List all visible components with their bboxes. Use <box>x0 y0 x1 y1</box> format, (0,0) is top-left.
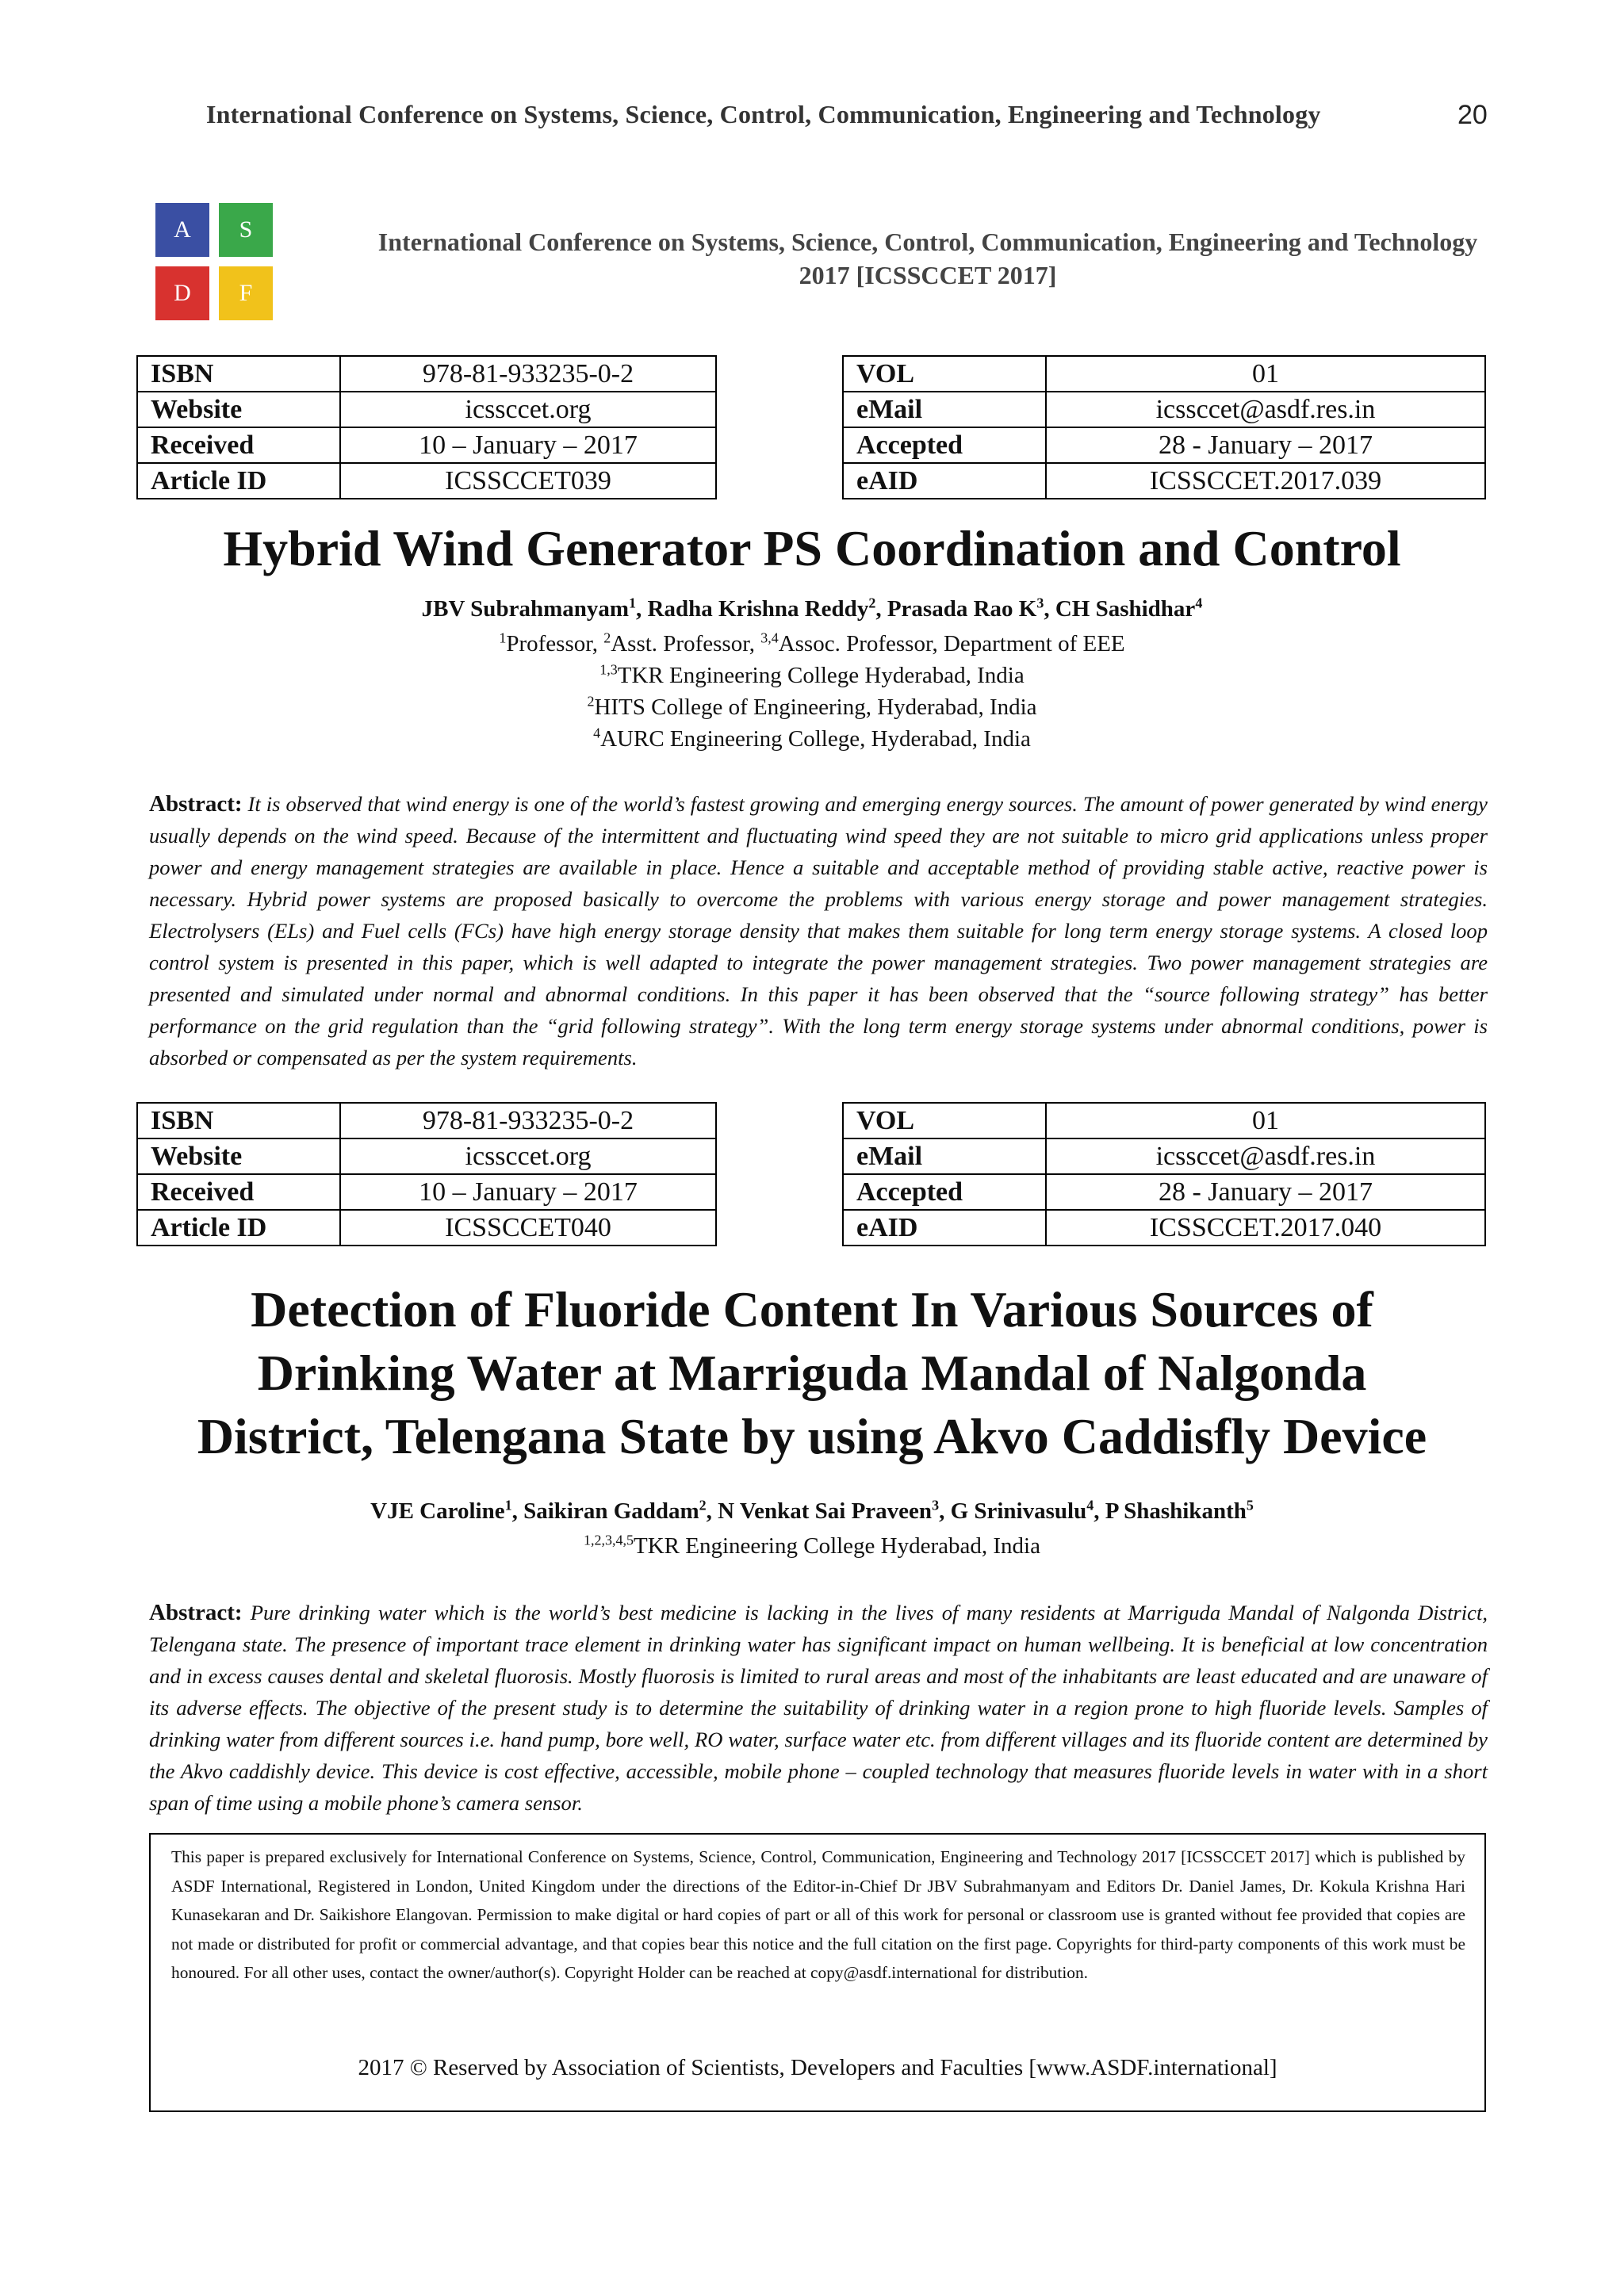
author-separator: , <box>1094 1498 1105 1524</box>
affiliation-text: AURC Engineering College, Hyderabad, India <box>600 726 1031 752</box>
affiliation-line <box>79 723 1545 755</box>
running-header: International Conference on Systems, Science, Control, Communication, Engineering and Technology <box>206 100 1321 128</box>
meta-key: Received <box>137 1174 340 1210</box>
affiliation-superscript: 2 <box>603 629 611 646</box>
article2-meta-right <box>842 1102 1486 1246</box>
affiliation-superscript: 1,3 <box>599 661 618 678</box>
article1-authors <box>79 596 1545 622</box>
meta-row <box>843 427 1485 463</box>
author-separator: , <box>636 596 648 622</box>
author-name: N Venkat Sai Praveen <box>718 1498 933 1524</box>
article2-affiliations <box>79 1530 1545 1562</box>
article2-meta-left <box>136 1102 717 1246</box>
meta-value: ICSSCCET.2017.039 <box>1046 463 1485 499</box>
affiliation-text: TKR Engineering College Hyderabad, India <box>617 663 1025 688</box>
notice-text: This paper is prepared exclusively for International Conference on Systems, Science, Control, Communication, Engineering and Technology 2017 [ICSSCCET 2017] which is published by ASDF International, Registered in London, United Kingdom under the directions of the Editor-in-Chief Dr JBV Subrahmanyam and Editors Dr. Daniel James, Dr. Kokula Krishna Hari Kunasekaran and Dr. Saikishore Elangovan. Permission to make digital or hard copies of part or all of this work for personal or classroom use is granted without fee provided that copies are not made or distributed for profit or commercial advantage, and that copies bear this notice and the full citation on the first page. Copyrights for third-party components of this work must be honoured. For all other uses, contact the owner/author(s). Copyright Holder can be reached at copy@asdf.international for distribution. <box>171 1847 1465 1983</box>
author-superscript: 4 <box>1086 1497 1094 1513</box>
meta-key: Accepted <box>843 1174 1046 1210</box>
affiliation-line <box>79 660 1545 691</box>
affiliation-superscript: 1 <box>499 629 507 646</box>
logo-tile-s: S <box>219 203 273 257</box>
meta-value[interactable]: icssccet@asdf.res.in <box>1046 1138 1485 1174</box>
meta-value: 28 - January – 2017 <box>1046 427 1485 463</box>
affiliation-text: HITS College of Engineering, Hyderabad, India <box>594 695 1037 720</box>
author-name: JBV Subrahmanyam <box>421 596 630 622</box>
author-name: G Srinivasulu <box>950 1498 1087 1524</box>
author-separator: , <box>706 1498 718 1524</box>
meta-key: Received <box>137 427 340 463</box>
meta-row <box>843 1174 1485 1210</box>
meta-row <box>843 392 1485 427</box>
meta-key: Website <box>137 1138 340 1174</box>
author-superscript: 4 <box>1195 595 1203 611</box>
meta-key: Website <box>137 392 340 427</box>
author-name: CH Sashidhar <box>1055 596 1196 622</box>
author-separator: , <box>511 1498 524 1524</box>
meta-row <box>137 356 716 392</box>
author-superscript: 2 <box>699 1497 707 1513</box>
affiliation-text: Asst. Professor, <box>611 631 761 656</box>
article2-title-line: District, Telengana State by using Akvo Caddisfly Device <box>197 1408 1427 1464</box>
abstract-text: Pure drinking water which is the world’s best medicine is lacking in the lives of many residents at Marriguda Mandal of Nalgonda District, Telengana state. The presence of important trace element in drinking water has significant impact on human wellbeing. It is beneficial at low concentration and in excess causes dental and skeletal fluorosis. Mostly fluorosis is limited to rural areas and most of the inhabitants are least educated and are unaware of its adverse effects. The objective of the present study is to determine the suitability of drinking water in a region prone to high fluoride levels. Samples of drinking water from different sources i.e. hand pump, bore well, RO water, surface water etc. from different villages and its fluoride content are determined by the Akvo caddishly device. This device is cost effective, accessible, mobile phone – coupled technology that measures fluoride levels in water with in a short span of time using a mobile phone’s camera sensor. <box>149 1601 1488 1815</box>
meta-value: 01 <box>1046 1103 1485 1138</box>
page-number: 20 <box>1457 100 1488 130</box>
meta-value: 10 – January – 2017 <box>340 1174 716 1210</box>
author-superscript: 3 <box>932 1497 940 1513</box>
meta-row <box>843 356 1485 392</box>
affiliation-text: Professor, <box>506 631 604 656</box>
meta-key: VOL <box>843 1103 1046 1138</box>
affiliation-text: TKR Engineering College Hyderabad, India <box>634 1533 1040 1559</box>
affiliation-line <box>79 1530 1545 1562</box>
affiliation-superscript: 3,4 <box>760 629 779 646</box>
meta-value[interactable]: icssccet.org <box>340 392 716 427</box>
author-separator: , <box>1044 596 1055 622</box>
meta-row <box>843 1103 1485 1138</box>
author-name: VJE Caroline <box>370 1498 505 1524</box>
meta-value: ICSSCCET040 <box>340 1210 716 1246</box>
meta-row <box>843 1138 1485 1174</box>
meta-value[interactable]: icssccet@asdf.res.in <box>1046 392 1485 427</box>
abstract-text: It is observed that wind energy is one of the world’s fastest growing and emerging energy sources. The amount of power generated by wind energy usually depends on the wind speed. Because of the intermittent and fluctuating wind speed they are not suitable to micro grid applications unless proper power and energy management strategies are available in place. Hence a suitable and acceptable method of providing stable active, reactive power is necessary. Hybrid power systems are proposed basically to overcome the problems with various energy storage and power management strategies. Electrolysers (ELs) and Fuel cells (FCs) have high energy storage density that makes them suitable for long term energy storage systems. A closed loop control system is presented in this paper, which is well adapted to integrate the power management strategies. Two power management strategies are presented and simulated under normal and abnormal conditions. In this paper it has been observed that the “source following strategy” has better performance on the grid regulation than the “grid following strategy”. With the long term energy storage systems under abnormal conditions, power is absorbed or compensated as per the system requirements. <box>149 792 1488 1070</box>
meta-key: eAID <box>843 463 1046 499</box>
asdf-logo <box>155 203 273 320</box>
logo-tile-d: D <box>155 266 209 320</box>
meta-key: VOL <box>843 356 1046 392</box>
meta-value: 978-81-933235-0-2 <box>340 1103 716 1138</box>
abstract-label: Abstract: <box>149 1600 243 1625</box>
affiliation-line <box>79 691 1545 723</box>
abstract-label: Abstract: <box>149 791 243 817</box>
article2-title-line: Drinking Water at Marriguda Mandal of Nalgonda <box>257 1345 1367 1401</box>
affiliation-line <box>79 628 1545 660</box>
meta-key: Article ID <box>137 1210 340 1246</box>
meta-key: eMail <box>843 392 1046 427</box>
author-superscript: 5 <box>1246 1497 1254 1513</box>
affiliation-superscript: 2 <box>587 693 595 710</box>
logo-tile-f: F <box>219 266 273 320</box>
meta-row <box>137 392 716 427</box>
meta-value: 28 - January – 2017 <box>1046 1174 1485 1210</box>
meta-row <box>843 1210 1485 1246</box>
author-superscript: 1 <box>504 1497 512 1513</box>
author-superscript: 3 <box>1036 595 1044 611</box>
meta-key: ISBN <box>137 1103 340 1138</box>
author-separator: , <box>875 596 887 622</box>
meta-key: eAID <box>843 1210 1046 1246</box>
meta-row <box>137 1138 716 1174</box>
meta-row <box>137 1103 716 1138</box>
meta-row <box>137 1174 716 1210</box>
meta-value: 01 <box>1046 356 1485 392</box>
affiliation-text: Assoc. Professor, Department of EEE <box>778 631 1125 656</box>
meta-row <box>137 427 716 463</box>
meta-key: ISBN <box>137 356 340 392</box>
author-name: Saikiran Gaddam <box>523 1498 699 1524</box>
meta-value: ICSSCCET039 <box>340 463 716 499</box>
author-name: P Shashikanth <box>1105 1498 1247 1524</box>
article1-meta-left <box>136 355 717 499</box>
copyright-line: 2017 © Reserved by Association of Scientists, Developers and Faculties [www.ASDF.international] <box>358 2055 1277 2080</box>
article1-affiliations <box>79 628 1545 755</box>
meta-row <box>137 1210 716 1246</box>
meta-value: 978-81-933235-0-2 <box>340 356 716 392</box>
meta-key: eMail <box>843 1138 1046 1174</box>
affiliation-superscript: 4 <box>593 725 601 741</box>
author-name: Prasada Rao K <box>887 596 1037 622</box>
article1-title: Hybrid Wind Generator PS Coordination and Control <box>223 520 1401 576</box>
author-superscript: 1 <box>629 595 637 611</box>
meta-key: Accepted <box>843 427 1046 463</box>
logo-tile-a: A <box>155 203 209 257</box>
meta-key: Article ID <box>137 463 340 499</box>
article1-meta-right <box>842 355 1486 499</box>
meta-value: ICSSCCET.2017.040 <box>1046 1210 1485 1246</box>
meta-row <box>843 463 1485 499</box>
author-separator: , <box>939 1498 951 1524</box>
affiliation-superscript: 1,2,3,4,5 <box>584 1532 634 1548</box>
article2-authors <box>79 1498 1545 1525</box>
meta-row <box>137 463 716 499</box>
meta-value[interactable]: icssccet.org <box>340 1138 716 1174</box>
author-superscript: 2 <box>868 595 876 611</box>
conference-title: International Conference on Systems, Science, Control, Communication, Engineering and Technology 2017 [ICSSCCET 2017] <box>377 228 1478 289</box>
article2-title <box>79 1278 1545 1468</box>
author-name: Radha Krishna Reddy <box>647 596 869 622</box>
article2-title-line: Detection of Fluoride Content In Various Sources of <box>251 1281 1373 1337</box>
article2-abstract <box>149 1597 1488 1819</box>
article1-abstract <box>149 788 1488 1073</box>
meta-value: 10 – January – 2017 <box>340 427 716 463</box>
